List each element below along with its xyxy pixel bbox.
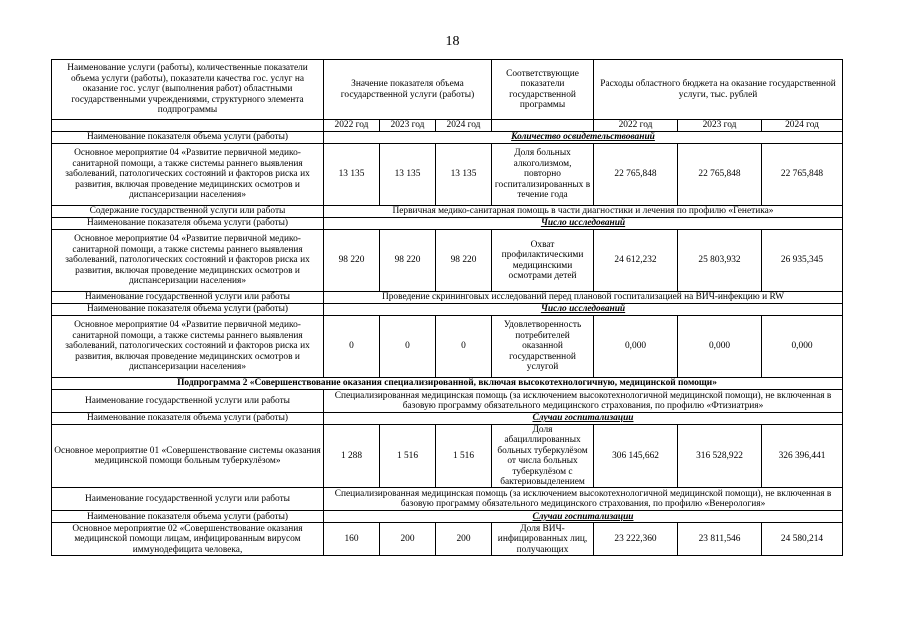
row-label: Наименование показателя объема услуги (работы) [52, 413, 324, 425]
expense-2022: 306 145,662 [594, 425, 678, 488]
header-expense-cell: Расходы областного бюджета на оказание государственной услуги, тыс. рублей [594, 60, 843, 120]
value-2024: 200 [436, 523, 492, 556]
table-row [52, 488, 843, 511]
value-2022: 160 [324, 523, 380, 556]
value-2023: 1 516 [380, 425, 436, 488]
expense-2024: 24 580,214 [762, 523, 843, 556]
value-2024: 0 [436, 316, 492, 378]
value-2023: 13 135 [380, 144, 436, 206]
table-row [52, 206, 843, 218]
page-number: 18 [445, 34, 460, 49]
table-row [52, 390, 843, 413]
value-2023: 0 [380, 316, 436, 378]
measure-name: Основное мероприятие 04 «Развитие первичной медико-санитарной помощи, а также системы раннего выявления заболеваний, патологических состояний и факторов риска их развития, включая проведение медицинских осмотров и диспансеризации населения» [52, 144, 324, 206]
header-row [52, 60, 843, 120]
expense-2023: 25 803,932 [678, 230, 762, 292]
row-label: Содержание государственной услуги или работы [52, 206, 324, 218]
row-value: Количество освидетельствований [324, 132, 843, 144]
year-cell: 2024 год [762, 120, 843, 132]
year-cell: 2022 год [324, 120, 380, 132]
expense-2022: 0,000 [594, 316, 678, 378]
value-2024: 13 135 [436, 144, 492, 206]
row-value: Специализированная медицинская помощь (за исключением высокотехнологичной медицинской помощи), не включенная в базовую программу обязательного медицинского страхования, по профилю «Венерология» [324, 488, 843, 511]
year-cell: 2024 год [436, 120, 492, 132]
row-label: Наименование государственной услуги или работы [52, 488, 324, 511]
expense-2024: 22 765,848 [762, 144, 843, 206]
expense-2022: 23 222,360 [594, 523, 678, 556]
table-row [52, 413, 843, 425]
row-value: Случаи госпитализации [324, 511, 843, 523]
budget-table [51, 59, 843, 556]
table-row [52, 292, 843, 304]
expense-2023: 22 765,848 [678, 144, 762, 206]
program-indicator: Доля ВИЧ-инфицированных лиц, получающих [492, 523, 594, 556]
table-row [52, 218, 843, 230]
value-2022: 1 288 [324, 425, 380, 488]
program-indicator: Доля абациллированных больных туберкулёзом от числа больных туберкулёзом с бактериовыделением [492, 425, 594, 488]
header-program-cell: Соответствующие показатели государственной программы [492, 60, 594, 120]
table-row [52, 230, 843, 292]
table-row [52, 316, 843, 378]
expense-2023: 316 528,922 [678, 425, 762, 488]
row-value: Случаи госпитализации [324, 413, 843, 425]
value-2024: 1 516 [436, 425, 492, 488]
header-name-cell: Наименование услуги (работы), количественные показатели объема услуги (работы), показатели качества гос. услуг на оказание гос. услуг (выполнения работ) областными государственными учреждениями, структурного элемента подпрограммы [52, 60, 324, 120]
value-2022: 98 220 [324, 230, 380, 292]
row-value: Первичная медико-санитарная помощь в части диагностики и лечения по профилю «Генетика» [324, 206, 843, 218]
table-row [52, 523, 843, 556]
table-row [52, 304, 843, 316]
year-cell: 2022 год [594, 120, 678, 132]
measure-name: Основное мероприятие 04 «Развитие первичной медико-санитарной помощи, а также системы раннего выявления заболеваний, патологических состояний и факторов риска их развития, включая проведение медицинских осмотров и диспансеризации населения» [52, 316, 324, 378]
expense-2024: 326 396,441 [762, 425, 843, 488]
year-cell: 2023 год [678, 120, 762, 132]
row-label: Наименование государственной услуги или работы [52, 292, 324, 304]
expense-2022: 22 765,848 [594, 144, 678, 206]
value-2023: 98 220 [380, 230, 436, 292]
table-row [52, 132, 843, 144]
row-label: Наименование государственной услуги или работы [52, 390, 324, 413]
expense-2024: 26 935,345 [762, 230, 843, 292]
row-label: Наименование показателя объема услуги (работы) [52, 511, 324, 523]
year-cell: 2023 год [380, 120, 436, 132]
table-row [52, 144, 843, 206]
value-2022: 13 135 [324, 144, 380, 206]
expense-2024: 0,000 [762, 316, 843, 378]
measure-name: Основное мероприятие 01 «Совершенствование системы оказания медицинской помощи больным туберкулёзом» [52, 425, 324, 488]
subprogram-title: Подпрограмма 2 «Совершенствование оказания специализированной, включая высокотехнологичную, медицинской помощи» [52, 378, 843, 390]
header-value-cell: Значение показателя объема государственной услуги (работы) [324, 60, 492, 120]
program-indicator: Доля больных алкоголизмом, повторно госпитализированных в течение года [492, 144, 594, 206]
value-2023: 200 [380, 523, 436, 556]
program-indicator: Охват профилактическими медицинскими осмотрами детей [492, 230, 594, 292]
table-row [52, 511, 843, 523]
subprogram-row [52, 378, 843, 390]
row-value: Число исследований [324, 304, 843, 316]
measure-name: Основное мероприятие 04 «Развитие первичной медико-санитарной помощи, а также системы раннего выявления заболеваний, патологических состояний и факторов риска их развития, включая проведение медицинских осмотров и диспансеризации населения» [52, 230, 324, 292]
row-label: Наименование показателя объема услуги (работы) [52, 132, 324, 144]
measure-name: Основное мероприятие 02 «Совершенствование оказания медицинской помощи лицам, инфицированным вирусом иммунодефицита человека, [52, 523, 324, 556]
value-2022: 0 [324, 316, 380, 378]
expense-2023: 23 811,546 [678, 523, 762, 556]
table-row [52, 425, 843, 488]
years-row [52, 120, 843, 132]
row-value: Число исследований [324, 218, 843, 230]
row-value: Специализированная медицинская помощь (за исключением высокотехнологичной медицинской помощи), не включенная в базовую программу обязательного медицинского страхования, по профилю «Фтизиатрия» [324, 390, 843, 413]
row-label: Наименование показателя объема услуги (работы) [52, 218, 324, 230]
program-indicator: Удовлетворенность потребителей оказанной государственной услугой [492, 316, 594, 378]
row-label: Наименование показателя объема услуги (работы) [52, 304, 324, 316]
row-value: Проведение скрининговых исследований перед плановой госпитализацией на ВИЧ-инфекцию и RW [324, 292, 843, 304]
value-2024: 98 220 [436, 230, 492, 292]
expense-2023: 0,000 [678, 316, 762, 378]
expense-2022: 24 612,232 [594, 230, 678, 292]
